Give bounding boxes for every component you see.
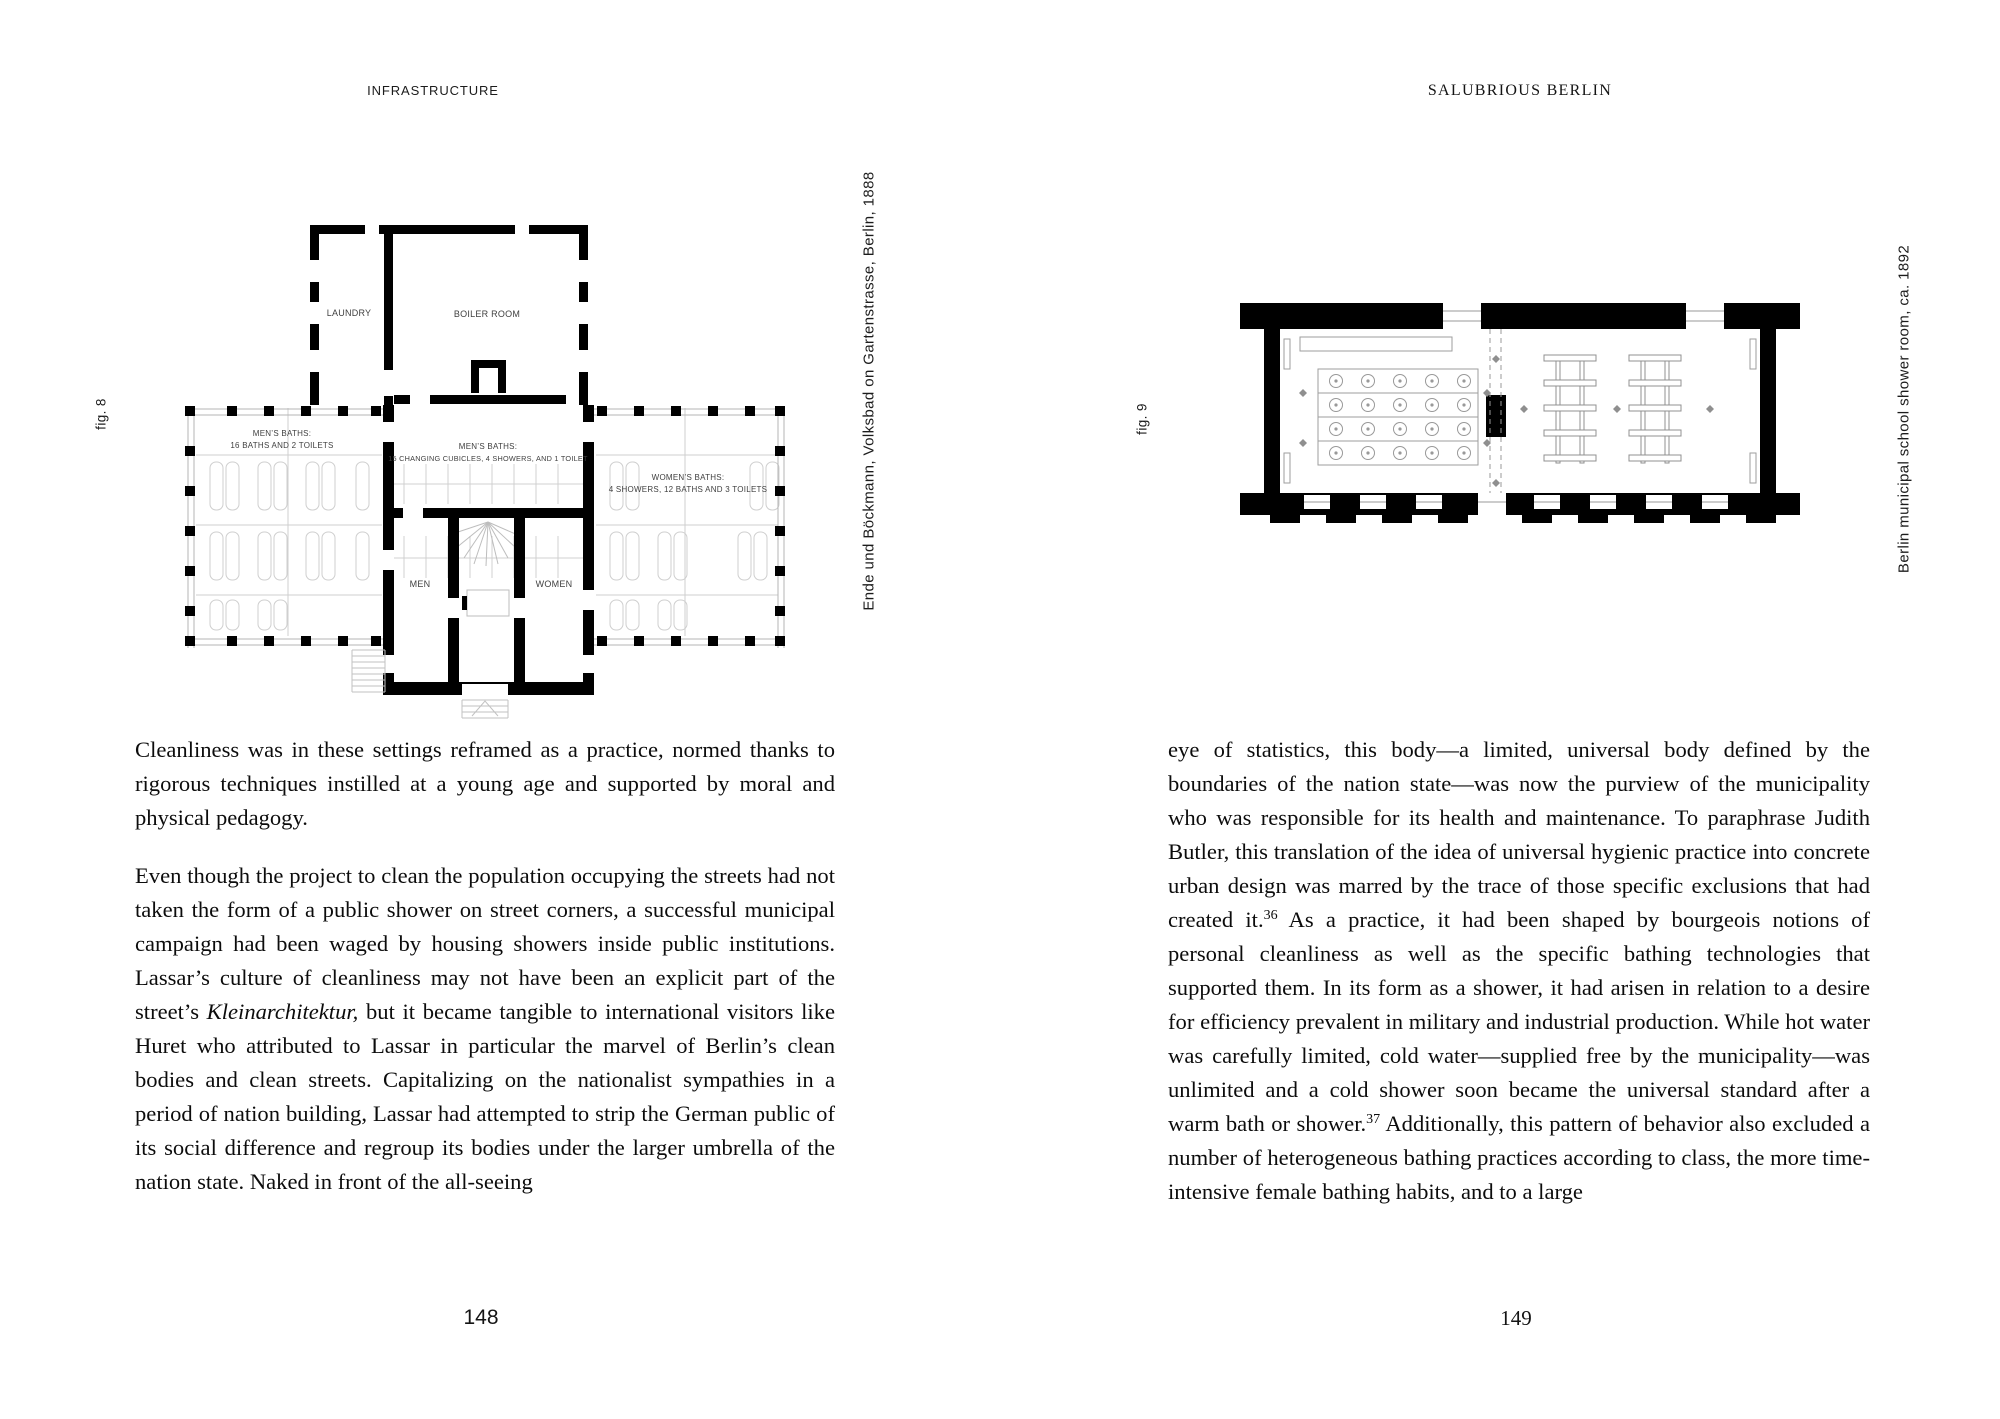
body-paragraph: Even though the project to clean the population occupying the streets had not taken the form of a public shower on street corners, a successful municipal campaign had been waged by housing showers inside public institutions. Lassar’s culture of cleanliness may not have been an explicit part of the street’s Kleinarchitektur, but it became tangible to international visitors like Huret who attributed to Lassar in particular the marvel of Berlin’s clean bodies and clean streets. Capitalizing on the nationalist sympathies in a period of nation building, Lassar had attempted to strip the German public of its social difference and regroup its bodies under the larger umbrella of the nation state. Naked in front of the all-seeing bbox=[135, 863, 835, 1194]
womens-baths-label-2: 4 SHOWERS, 12 BATHS AND 3 TOILETS bbox=[608, 485, 768, 494]
left-body-text bbox=[135, 733, 835, 1223]
mens-baths-center-label-1: MEN’S BATHS: bbox=[458, 442, 518, 451]
walls bbox=[1240, 303, 1800, 523]
changing-cubicles bbox=[394, 464, 583, 578]
benches bbox=[1544, 355, 1681, 463]
school-shower-plan bbox=[1240, 297, 1800, 527]
volksbad-floor-plan bbox=[110, 150, 790, 725]
mens-baths-left-label-1: MEN’S BATHS: bbox=[252, 429, 312, 438]
running-header-right: SALUBRIOUS BERLIN bbox=[1427, 82, 1613, 99]
laundry-label: LAUNDRY bbox=[326, 308, 372, 318]
page-number-right: 149 bbox=[1500, 1306, 1532, 1330]
page-number-left: 148 bbox=[463, 1306, 499, 1329]
shower-room-fixtures bbox=[1284, 337, 1756, 483]
right-body-text bbox=[1168, 733, 1870, 1233]
figure-8-caption: Ende und Böckmann, Volksbad on Gartenstrasse, Berlin, 1888 bbox=[860, 171, 878, 611]
boiler-room-label: BOILER ROOM bbox=[453, 309, 521, 319]
figure-9-label: fig. 9 bbox=[1134, 403, 1150, 435]
body-paragraph: eye of statistics, this body—a limited, universal body defined by the boundaries of the nation state—was now the purview of the municipality who was responsible for its health and maintenance. To paraphrase Judith Butler, this translation of the idea of universal hygienic practice into concrete urban design was marred by the trace of those specific exclusions that had created it.$^{36}$ As a practice, it had been shaped by bourgeois notions of personal cleanliness as well as the specific bathing technologies that supported them. In its form as a shower, it had arisen in relation to a desire for efficiency prevalent in military and industrial production. While hot water was carefully limited, cold water—supplied free by the municipality—was unlimited and a cold shower soon became the universal standard after a warm bath or shower.$^{37}$ Additionally, this pattern of behavior also excluded a number of heterogeneous bathing practices according to class, the more time-intensive female bathing habits, and to a large bbox=[1168, 737, 1870, 1204]
figure-8-label: fig. 8 bbox=[93, 398, 109, 430]
mens-baths-center-label-2: 15 CHANGING CUBICLES, 4 SHOWERS, AND 1 TOILET bbox=[388, 454, 588, 463]
womens-baths-label-1: WOMEN’S BATHS: bbox=[651, 473, 725, 482]
running-header-left: INFRASTRUCTURE bbox=[367, 83, 499, 98]
women-label: WOMEN bbox=[535, 579, 573, 589]
floor-drains bbox=[1299, 355, 1714, 487]
bath-fixtures-right-wing bbox=[596, 408, 779, 636]
men-label: MEN bbox=[409, 579, 431, 589]
mens-baths-left-label-2: 16 BATHS AND 2 TOILETS bbox=[230, 441, 334, 450]
body-paragraph: Cleanliness was in these settings reframed as a practice, normed thanks to rigorous techniques instilled at a young age and supported by moral and physical pedagogy. bbox=[135, 737, 835, 830]
figure-9-caption: Berlin municipal school shower room, ca. 1892 bbox=[1895, 244, 1913, 574]
